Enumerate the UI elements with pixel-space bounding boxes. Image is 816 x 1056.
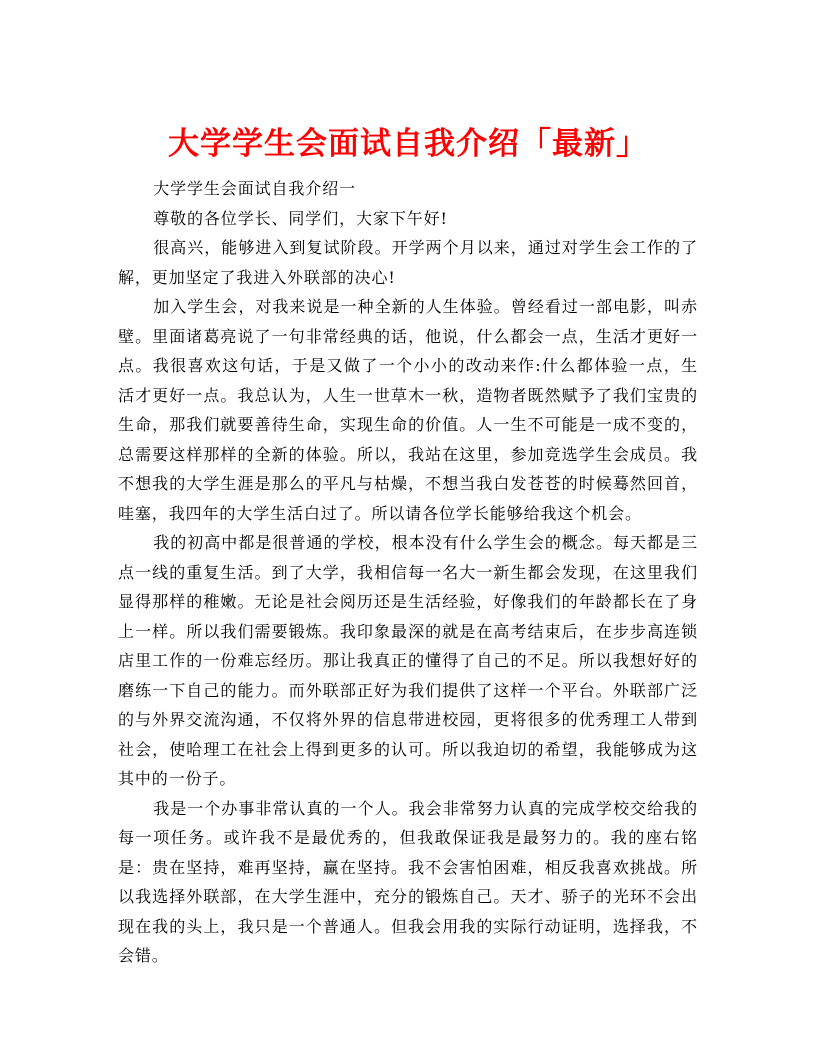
paragraph-background: 我的初高中都是很普通的学校，根本没有什么学生会的概念。每天都是三点一线的重复生活。到了大学，我相信每一名大一新生都会发现，在这里我们显得那样的稚嫩。无论是社会阅历还是生活经验，好像我们的年龄都长在了身上一样。所以我们需要锻炼。我印象最深的就是在高考结束后，在步步高连锁店里工作的一份难忘经历。那让我真正的懂得了自己的不足。所以我想好好的磨练一下自己的能力。而外联部正好为我们提供了这样一个平台。外联部广泛的与外界交流沟通，不仅将外界的信息带进校园，更将很多的优秀理工人带到社会，使哈理工在社会上得到更多的认可。所以我迫切的希望，我能够成为这其中的一份子。 — [118, 533, 698, 788]
paragraph-personality: 我是一个办事非常认真的一个人。我会非常努力认真的完成学校交给我的每一项任务。或许我不是最优秀的，但我敢保证我是最努力的。我的座右铭是：贵在坚持，难再坚持，赢在坚持。我不会害怕困难，相反我喜欢挑战。所以我选择外联部，在大学生涯中，充分的锻炼自己。天才、骄子的光环不会出现在我的头上，我只是一个普通人。但我会用我的实际行动证明，选择我，不会错。 — [118, 798, 698, 965]
document-title: 大学学生会面试自我介绍「最新」 — [168, 125, 648, 162]
paragraph-subtitle: 大学学生会面试自我介绍一 — [153, 179, 356, 198]
document-body — [118, 174, 698, 971]
paragraph-intro: 很高兴，能够进入到复试阶段。开学两个月以来，通过对学生会工作的了解，更加坚定了我进入外联部的决心! — [118, 238, 698, 287]
paragraph-join-union: 加入学生会，对我来说是一种全新的人生体验。曾经看过一部电影，叫赤壁。里面诸葛亮说了一句非常经典的话，他说，什么都会一点，生活才更好一点。我很喜欢这句话，于是又做了一个小小的改动来作:什么都体验一点，生活才更好一点。我总认为，人生一世草木一秋，造物者既然赋予了我们宝贵的生命，那我们就要善待生命，实现生命的价值。人一生不可能是一成不变的，总需要这样那样的全新的体验。所以，我站在这里，参加竞选学生会成员。我不想我的大学生涯是那么的平凡与枯燥，不想当我白发苍苍的时候蓦然回首，哇塞，我四年的大学生活白过了。所以请各位学长能够给我这个机会。 — [118, 297, 698, 523]
paragraph-greeting: 尊敬的各位学长、同学们，大家下午好! — [153, 208, 448, 228]
